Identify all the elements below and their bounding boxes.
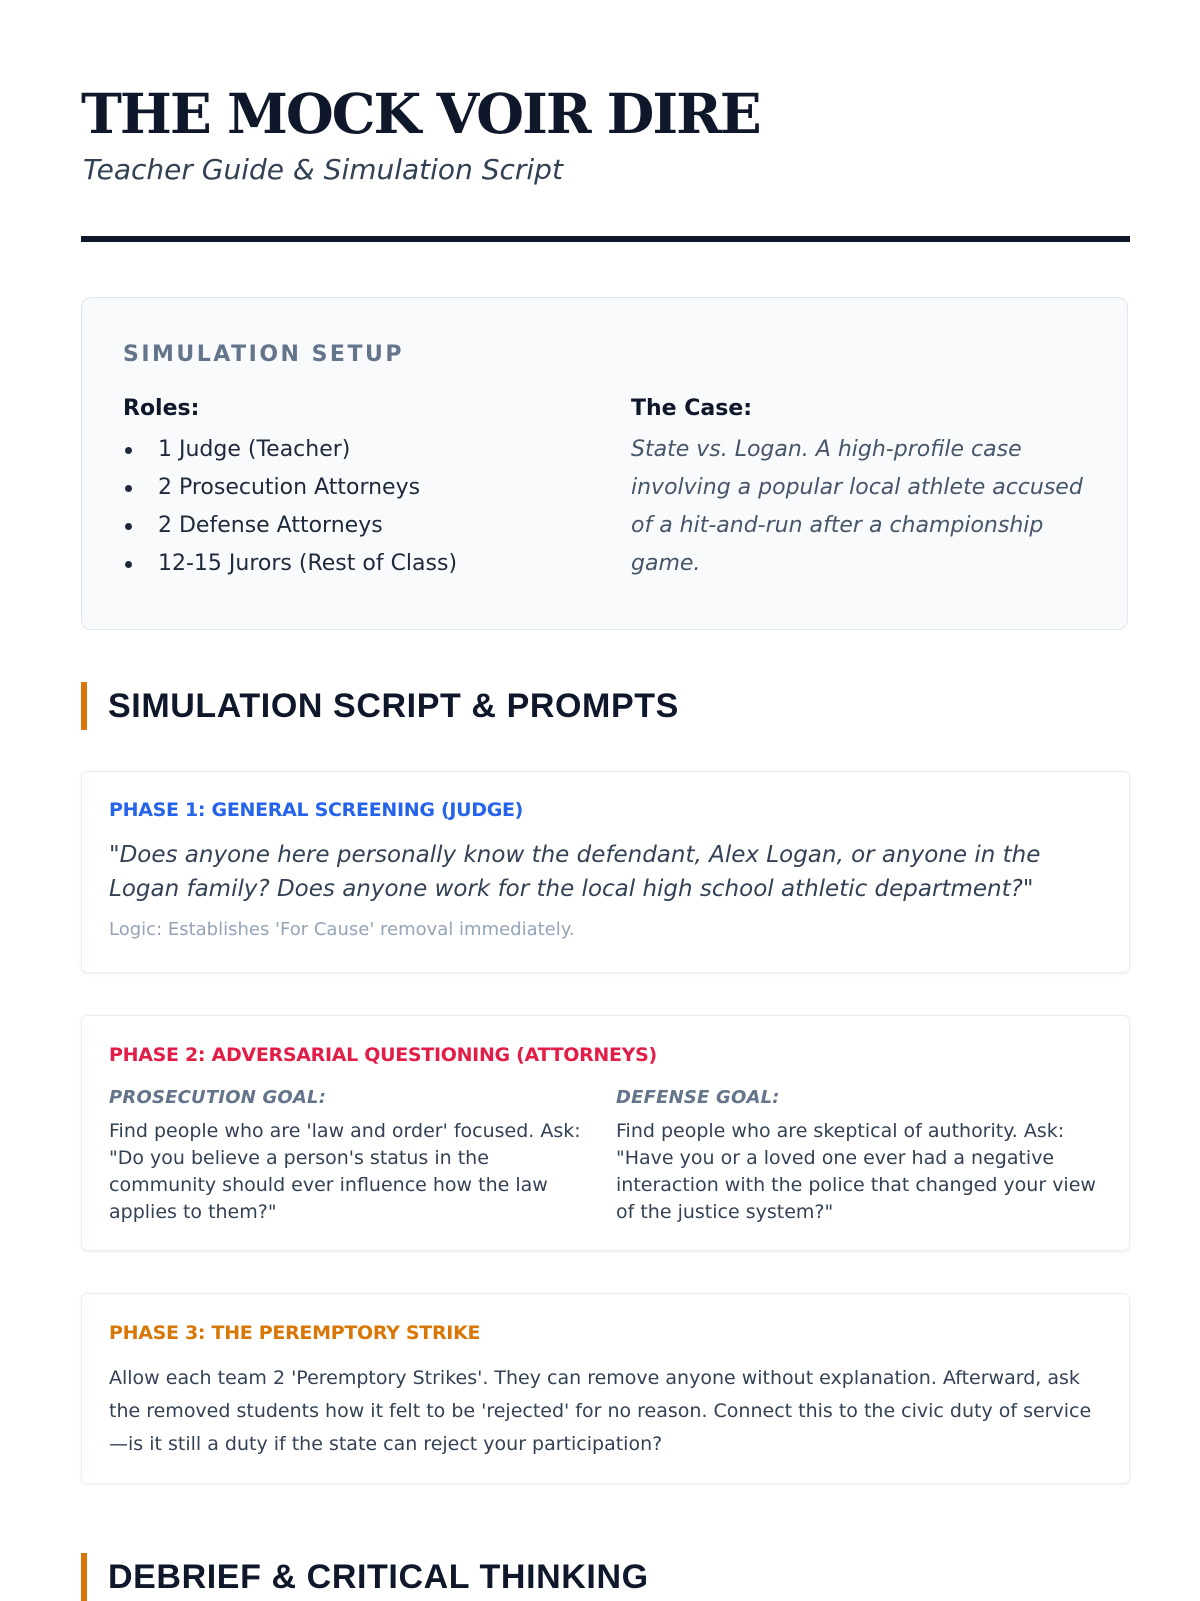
list-item — [123, 507, 563, 545]
roles-list — [123, 431, 563, 583]
list-item — [123, 545, 563, 583]
setup-heading: SIMULATION SETUP — [123, 342, 404, 367]
simulation-setup-box — [81, 297, 1128, 630]
debrief-section-header — [81, 1553, 649, 1601]
phase-2-title: PHASE 2: ADVERSARIAL QUESTIONING (ATTORNEYS) — [109, 1044, 657, 1066]
defense-goal-label: DEFENSE GOAL: — [616, 1087, 780, 1108]
role-text: 12-15 Jurors (Rest of Class) — [158, 551, 458, 576]
debrief-section-heading: DEBRIEF & CRITICAL THINKING — [108, 1558, 649, 1596]
page-subtitle: Teacher Guide & Simulation Script — [83, 153, 563, 186]
page-title: THE MOCK VOIR DIRE — [81, 81, 760, 146]
bullet-icon — [125, 447, 132, 454]
prosecution-goal — [109, 1087, 599, 1226]
bullet-icon — [125, 523, 132, 530]
bullet-icon — [125, 561, 132, 568]
title-divider — [81, 236, 1130, 242]
script-section-heading: SIMULATION SCRIPT & PROMPTS — [108, 687, 679, 725]
role-text: 2 Defense Attorneys — [158, 513, 383, 538]
role-text: 1 Judge (Teacher) — [158, 437, 351, 462]
phase-1-card — [81, 771, 1130, 973]
role-text: 2 Prosecution Attorneys — [158, 475, 421, 500]
phase-1-logic: Logic: Establishes 'For Cause' removal immediately. — [109, 919, 575, 940]
roles-label: Roles: — [123, 396, 200, 421]
phase-1-title: PHASE 1: GENERAL SCREENING (JUDGE) — [109, 799, 524, 821]
phase-2-card — [81, 1015, 1130, 1251]
defense-goal-text: Find people who are skeptical of authority. Ask: "Have you or a loved one ever had a negative interaction with the police that changed your view of the justice system?" — [616, 1120, 1096, 1223]
prosecution-goal-text: Find people who are 'law and order' focused. Ask: "Do you believe a person's status in the community should ever influence how the law applies to them?" — [109, 1120, 581, 1223]
case-description: State vs. Logan. A high-profile case involving a popular local athlete accused of a hit-and-run after a championship game. — [631, 437, 1083, 576]
list-item — [123, 431, 563, 469]
bullet-icon — [125, 485, 132, 492]
phase-3-card — [81, 1293, 1130, 1484]
roles-column — [123, 396, 563, 583]
prosecution-goal-label: PROSECUTION GOAL: — [109, 1087, 327, 1108]
list-item — [123, 469, 563, 507]
case-column — [631, 396, 1101, 583]
case-label: The Case: — [631, 396, 753, 421]
defense-goal — [616, 1087, 1106, 1226]
phase-3-text: Allow each team 2 'Peremptory Strikes'. They can remove anyone without explanation. Afterward, ask the removed students how it felt to be 'rejected' for no reason. Connect this to the civic duty of service—is it still a duty if the state can reject your participation? — [109, 1367, 1092, 1455]
phase-3-title: PHASE 3: THE PEREMPTORY STRIKE — [109, 1322, 481, 1344]
script-section-header — [81, 682, 679, 730]
phase-1-quote: "Does anyone here personally know the defendant, Alex Logan, or anyone in the Logan family? Does anyone work for the local high school athletic department?" — [109, 842, 1041, 902]
